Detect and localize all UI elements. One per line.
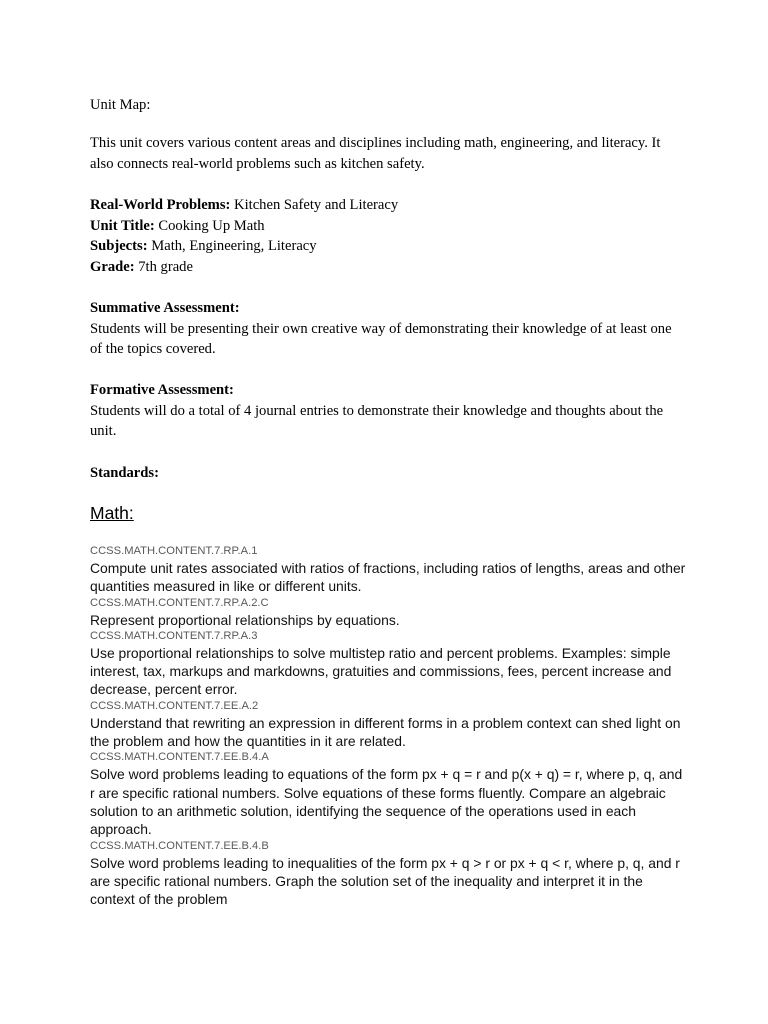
standard-code: CCSS.MATH.CONTENT.7.EE.A.2 <box>90 699 259 712</box>
fact-label: Subjects: <box>90 238 148 254</box>
standard-code: CCSS.MATH.CONTENT.7.EE.B.4.B <box>90 839 269 852</box>
standard-item <box>90 699 690 751</box>
standard-description: Represent proportional relationships by equations. <box>90 611 400 628</box>
formative-text: Students will do a total of 4 journal entries to demonstrate their knowledge and thoughts about the unit. <box>90 402 664 439</box>
unit-map-heading: Unit Map: <box>90 97 151 113</box>
fact-label: Grade: <box>90 258 135 275</box>
standards-heading <box>90 463 159 484</box>
standard-item <box>90 839 690 909</box>
standard-item <box>90 750 690 838</box>
fact-value: Kitchen Safety and Literacy <box>234 197 399 213</box>
standard-item <box>90 544 690 596</box>
math-heading: Math: <box>90 503 134 523</box>
standard-description: Solve word problems leading to inequalities of the form px + q > r or px + q < r, where p, q, and r are specific rational numbers. Graph the solution set of the inequality and interpret it in the context of the problem <box>90 854 680 908</box>
standard-description: Compute unit rates associated with ratios of fractions, including ratios of lengths, areas and other quantities measured in like or different units. <box>90 560 686 595</box>
fact-subjects <box>90 236 680 257</box>
standard-code: CCSS.MATH.CONTENT.7.RP.A.2.C <box>90 596 269 609</box>
standard-item <box>90 629 690 699</box>
standard-description: Use proportional relationships to solve multistep ratio and percent problems. Examples: simple interest, tax, markups and markdowns, gratuities and commissions, fees, percent increase and decrease, percent error. <box>90 644 672 698</box>
standard-code: CCSS.MATH.CONTENT.7.RP.A.3 <box>90 629 258 642</box>
fact-value: Math, Engineering, Literacy <box>151 238 317 254</box>
intro-paragraph: This unit covers various content areas and disciplines including math, engineering, and literacy. It also connects real-world problems such as kitchen safety. <box>90 135 661 172</box>
standards-label: Standards: <box>90 465 159 481</box>
standards-list <box>90 544 690 908</box>
summative-assessment <box>90 298 680 360</box>
fact-label: Real-World Problems: <box>90 197 231 213</box>
standard-description: Solve word problems leading to equations of the form px + q = r and p(x + q) = r, where p, q, and r are specific rational numbers. Solve equations of these forms fluently. Compare an algebraic solution to an arithmetic solution, identifying the sequence of the operations used in each approach. <box>90 766 683 838</box>
fact-unit-title <box>90 216 680 237</box>
fact-value: Cooking Up Math <box>158 217 265 234</box>
standard-description: Understand that rewriting an expression in different forms in a problem context can shed light on the problem and how the quantities in it are related. <box>90 714 681 750</box>
standard-item <box>90 596 690 629</box>
summative-text: Students will be presenting their own creative way of demonstrating their knowledge of at least one of the topics covered. <box>90 320 672 357</box>
summative-label: Summative Assessment: <box>90 300 240 316</box>
formative-assessment <box>90 380 680 442</box>
standard-code: CCSS.MATH.CONTENT.7.RP.A.1 <box>90 545 258 557</box>
fact-label: Unit Title: <box>90 217 155 234</box>
fact-value: 7th grade <box>138 258 193 275</box>
fact-real-world-problems <box>90 195 680 216</box>
formative-label: Formative Assessment: <box>90 382 234 398</box>
fact-grade <box>90 257 680 278</box>
unit-facts <box>90 195 680 277</box>
standard-code: CCSS.MATH.CONTENT.7.EE.B.4.A <box>90 751 269 764</box>
